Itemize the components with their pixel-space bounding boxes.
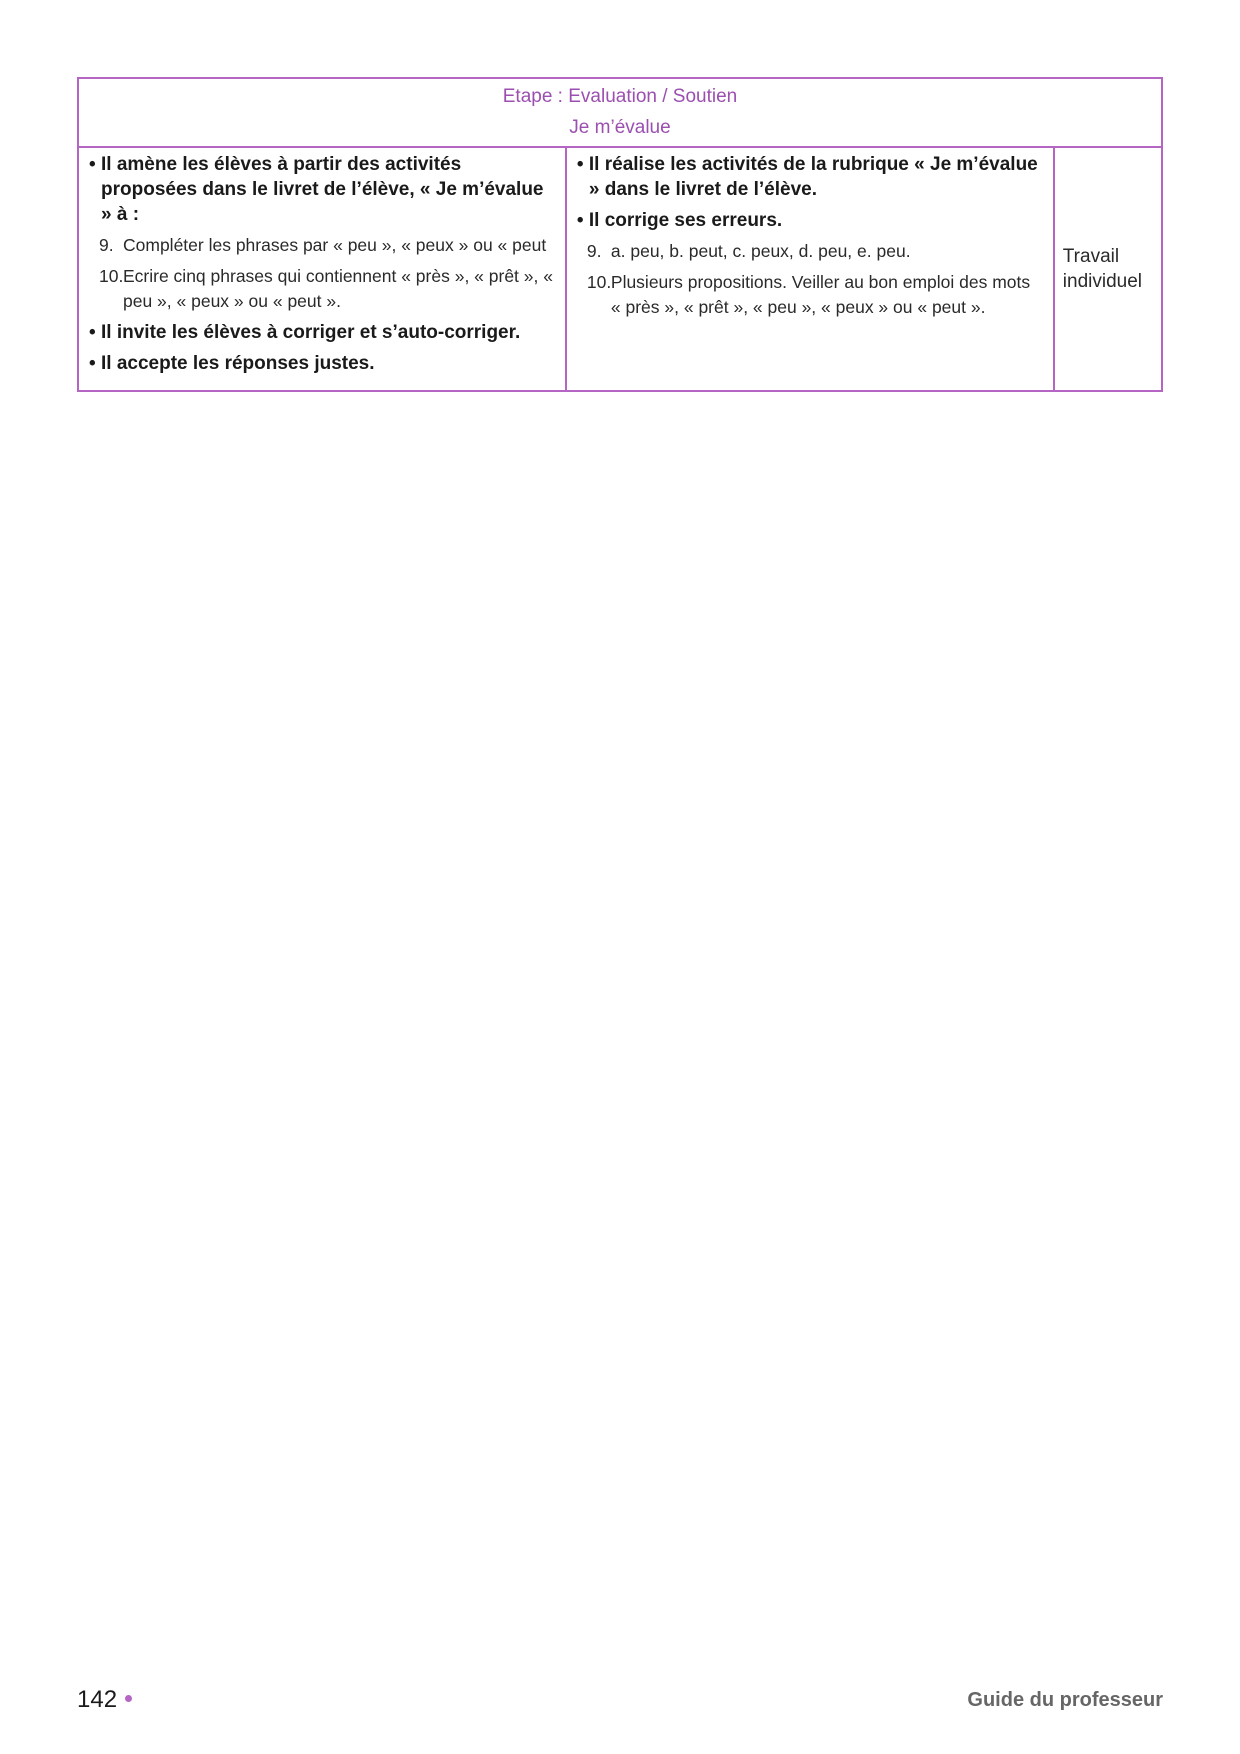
lesson-table: [77, 77, 1163, 392]
item-number: 9.: [586, 241, 602, 261]
teacher-cell: [78, 147, 566, 391]
student-bullet-2: • Il corrige ses erreurs.: [577, 208, 1043, 233]
header-cell: [78, 78, 1162, 147]
item-text: Ecrire cinq phrases qui contiennent « près », « prêt », « peu », « peux » ou « peut ».: [123, 266, 553, 311]
student-item-9: [577, 239, 1043, 264]
item-number: 10.: [99, 266, 124, 286]
item-text: a. peu, b. peut, c. peux, d. peu, e. peu.: [610, 241, 911, 261]
stage-subtitle: Je m’évalue: [569, 117, 671, 138]
work-mode: Travail individuel: [1062, 246, 1143, 292]
item-number: 10.: [586, 272, 612, 292]
student-cell: [566, 147, 1054, 391]
guide-title: Guide du professeur: [967, 1689, 1163, 1711]
teacher-bullet-1: • Il amène les élèves à partir des activités proposées dans le livret de l’élève, « Je m’évalue » à :: [89, 152, 555, 227]
page-number-text: 142: [77, 1686, 118, 1713]
student-bullet-1: • Il réalise les activités de la rubrique « Je m’évalue » dans le livret de l’élève.: [577, 152, 1043, 202]
item-text: Plusieurs propositions. Veiller au bon emploi des mots « près », « prêt », « peu », « peux » ou « peut ».: [610, 272, 1031, 317]
work-mode-cell: [1054, 147, 1162, 391]
bullet-dot-icon: [125, 1695, 132, 1702]
teacher-bullet-3: • Il accepte les réponses justes.: [89, 351, 555, 376]
stage-title: Etape : Evaluation / Soutien: [502, 86, 738, 107]
teacher-item-9: [89, 233, 555, 258]
header-row: [78, 78, 1162, 147]
teacher-bullet-2: • Il invite les élèves à corriger et s’auto-corriger.: [89, 320, 555, 345]
student-item-10: [577, 270, 1043, 320]
content-row: [78, 147, 1162, 391]
item-number: 9.: [99, 235, 114, 255]
item-text: Compléter les phrases par « peu », « peux » ou « peut: [123, 235, 547, 255]
page-number: [77, 1686, 132, 1714]
teacher-item-10: [89, 264, 555, 314]
